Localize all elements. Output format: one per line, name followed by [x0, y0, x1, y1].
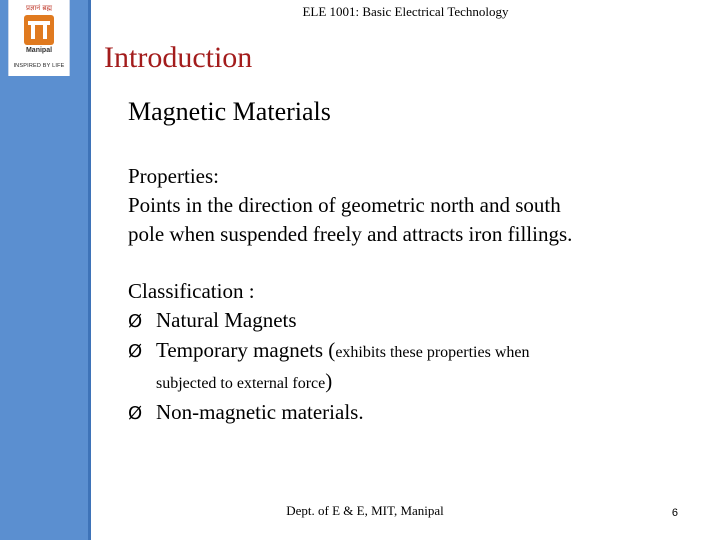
list-item	[128, 336, 529, 367]
arrow-bullet-icon: Ø	[128, 403, 143, 424]
properties-line-2: pole when suspended freely and attracts iron fillings.	[128, 222, 573, 246]
properties-block	[128, 162, 572, 249]
sidebar-band	[0, 0, 91, 540]
classification-block	[128, 277, 529, 428]
properties-line-1: Points in the direction of geometric north and south	[128, 193, 561, 217]
list-item-close: )	[325, 369, 333, 393]
logo-name: Manipal	[25, 47, 53, 54]
manipal-emblem-icon	[24, 15, 54, 45]
list-item-note-cont: subjected to external force	[156, 375, 326, 392]
list-item-note: exhibits these properties when	[335, 344, 530, 361]
footer-department: Dept. of E & E, MIT, Manipal	[286, 503, 444, 518]
manipal-logo	[8, 0, 70, 76]
logo-tagline: INSPIRED BY LIFE	[13, 63, 65, 69]
arrow-bullet-icon: Ø	[128, 311, 143, 332]
list-item-text: Non-magnetic materials.	[156, 400, 364, 424]
logo-script-text: प्रज्ञानं ब्रह्म	[26, 4, 52, 12]
slide-subtitle: Magnetic Materials	[128, 97, 331, 126]
list-item-text: Temporary magnets (	[156, 338, 336, 362]
page-number: 6	[671, 507, 678, 519]
properties-heading: Properties:	[128, 164, 219, 188]
list-item-text: Natural Magnets	[156, 308, 297, 332]
course-header: ELE 1001: Basic Electrical Technology	[302, 4, 509, 19]
arrow-bullet-icon: Ø	[128, 341, 143, 362]
list-item	[128, 306, 529, 336]
list-item-continuation	[128, 367, 529, 398]
slide-title: Introduction	[104, 41, 253, 74]
list-item	[128, 398, 529, 428]
classification-heading: Classification :	[128, 279, 255, 303]
